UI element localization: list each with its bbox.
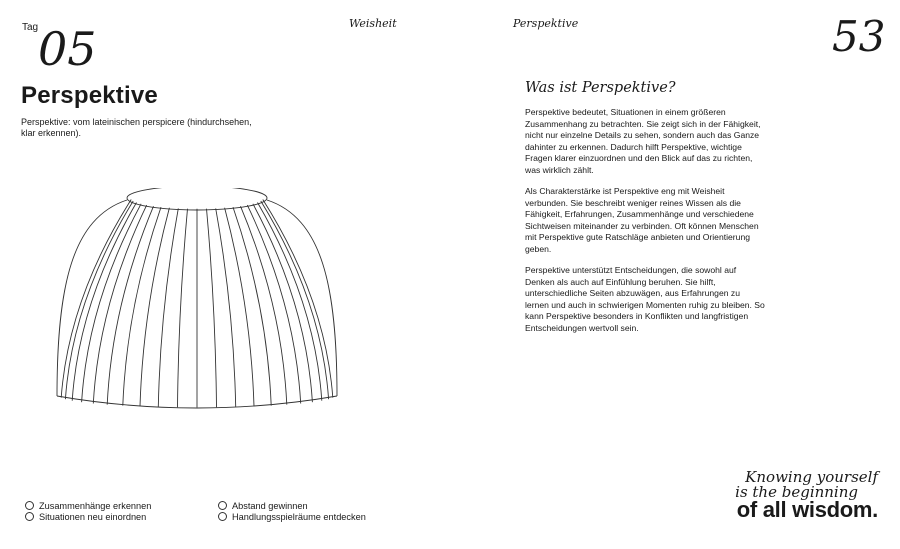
goal-label: Situationen neu einordnen bbox=[39, 511, 147, 522]
dome-rib bbox=[140, 208, 169, 407]
day-label: Tag bbox=[22, 22, 39, 33]
body-paragraph-3: Perspektive unterstützt Entscheidungen, die sowohl auf Denken als auch auf Einfühlung beruhen. Sie hilft, unterschiedliche Seiten abzuwägen, aus Erfahrungen zu lernen und auch in schwierigen Momenten ruhig zu bleiben. So kann Perspektive besonders in Konflikten und langfristigen Entscheidungen wertvoll sein. bbox=[525, 265, 765, 333]
goal-checkbox-2[interactable] bbox=[25, 511, 146, 522]
goal-checkbox-3[interactable] bbox=[218, 500, 308, 511]
quote-line-1: Knowing yourself bbox=[745, 468, 878, 486]
dome-rib bbox=[93, 205, 146, 403]
body-text bbox=[525, 107, 765, 344]
dome-rib bbox=[107, 206, 153, 404]
dome-rib bbox=[247, 205, 300, 403]
running-header-right: Perspektive bbox=[513, 17, 579, 30]
dome-rib bbox=[263, 200, 333, 398]
dome-rib bbox=[158, 208, 178, 407]
goal-label: Zusammenhänge erkennen bbox=[39, 500, 152, 511]
goal-label: Handlungsspielräume entdecken bbox=[232, 511, 366, 522]
quote-line-2: is the beginning bbox=[735, 483, 858, 501]
day-number: 05 bbox=[38, 22, 97, 76]
checkbox-circle-icon[interactable] bbox=[218, 501, 227, 510]
checkbox-circle-icon[interactable] bbox=[218, 512, 227, 521]
page-number: 53 bbox=[832, 12, 886, 61]
etymology-text: Perspektive: vom lateinischen perspicere (hindurchsehen, klar erkennen). bbox=[21, 117, 252, 138]
goal-checkbox-4[interactable] bbox=[218, 511, 366, 522]
goal-checkbox-1[interactable] bbox=[25, 500, 151, 511]
body-paragraph-2: Als Charakterstärke ist Perspektive eng mit Weisheit verbunden. Sie beschreibt weniger reines Wissen als die Fähigkeit, Erfahrungen, Zusammenhänge und verschiedene Sichtweisen miteinander zu verbinden. Oft können Menschen mit Perspektive gute Ratschläge anbieten und Orientierung geben. bbox=[525, 186, 759, 254]
dome-rib bbox=[216, 208, 236, 407]
dome-illustration bbox=[55, 188, 355, 418]
running-header-left: Weisheit bbox=[349, 17, 397, 30]
dome-rib bbox=[178, 209, 188, 408]
dome-rib bbox=[225, 208, 254, 407]
body-paragraph-1: Perspektive bedeutet, Situationen in einem größeren Zusammenhang zu betrachten. Sie zeigt sich in der Fähigkeit, nicht nur einzelne Details zu sehen, sondern auch das Ganze dahinter zu erkennen. Dadurch hilft Perspektive, wichtige Fragen klarer einzuordnen und den Blick auf das zu richten, was wirklich zählt. bbox=[525, 107, 761, 175]
section-heading: Was ist Perspektive? bbox=[525, 80, 676, 96]
dome-top-ellipse bbox=[127, 188, 267, 210]
checkbox-circle-icon[interactable] bbox=[25, 501, 34, 510]
goal-label: Abstand gewinnen bbox=[232, 500, 308, 511]
page-title: Perspektive bbox=[21, 82, 158, 109]
checkbox-circle-icon[interactable] bbox=[25, 512, 34, 521]
dome-rib bbox=[207, 209, 217, 408]
dome-ribs bbox=[61, 200, 333, 408]
dome-rib bbox=[61, 200, 131, 398]
quote-line-3: of all wisdom. bbox=[736, 497, 878, 522]
dome-rib bbox=[241, 206, 287, 404]
